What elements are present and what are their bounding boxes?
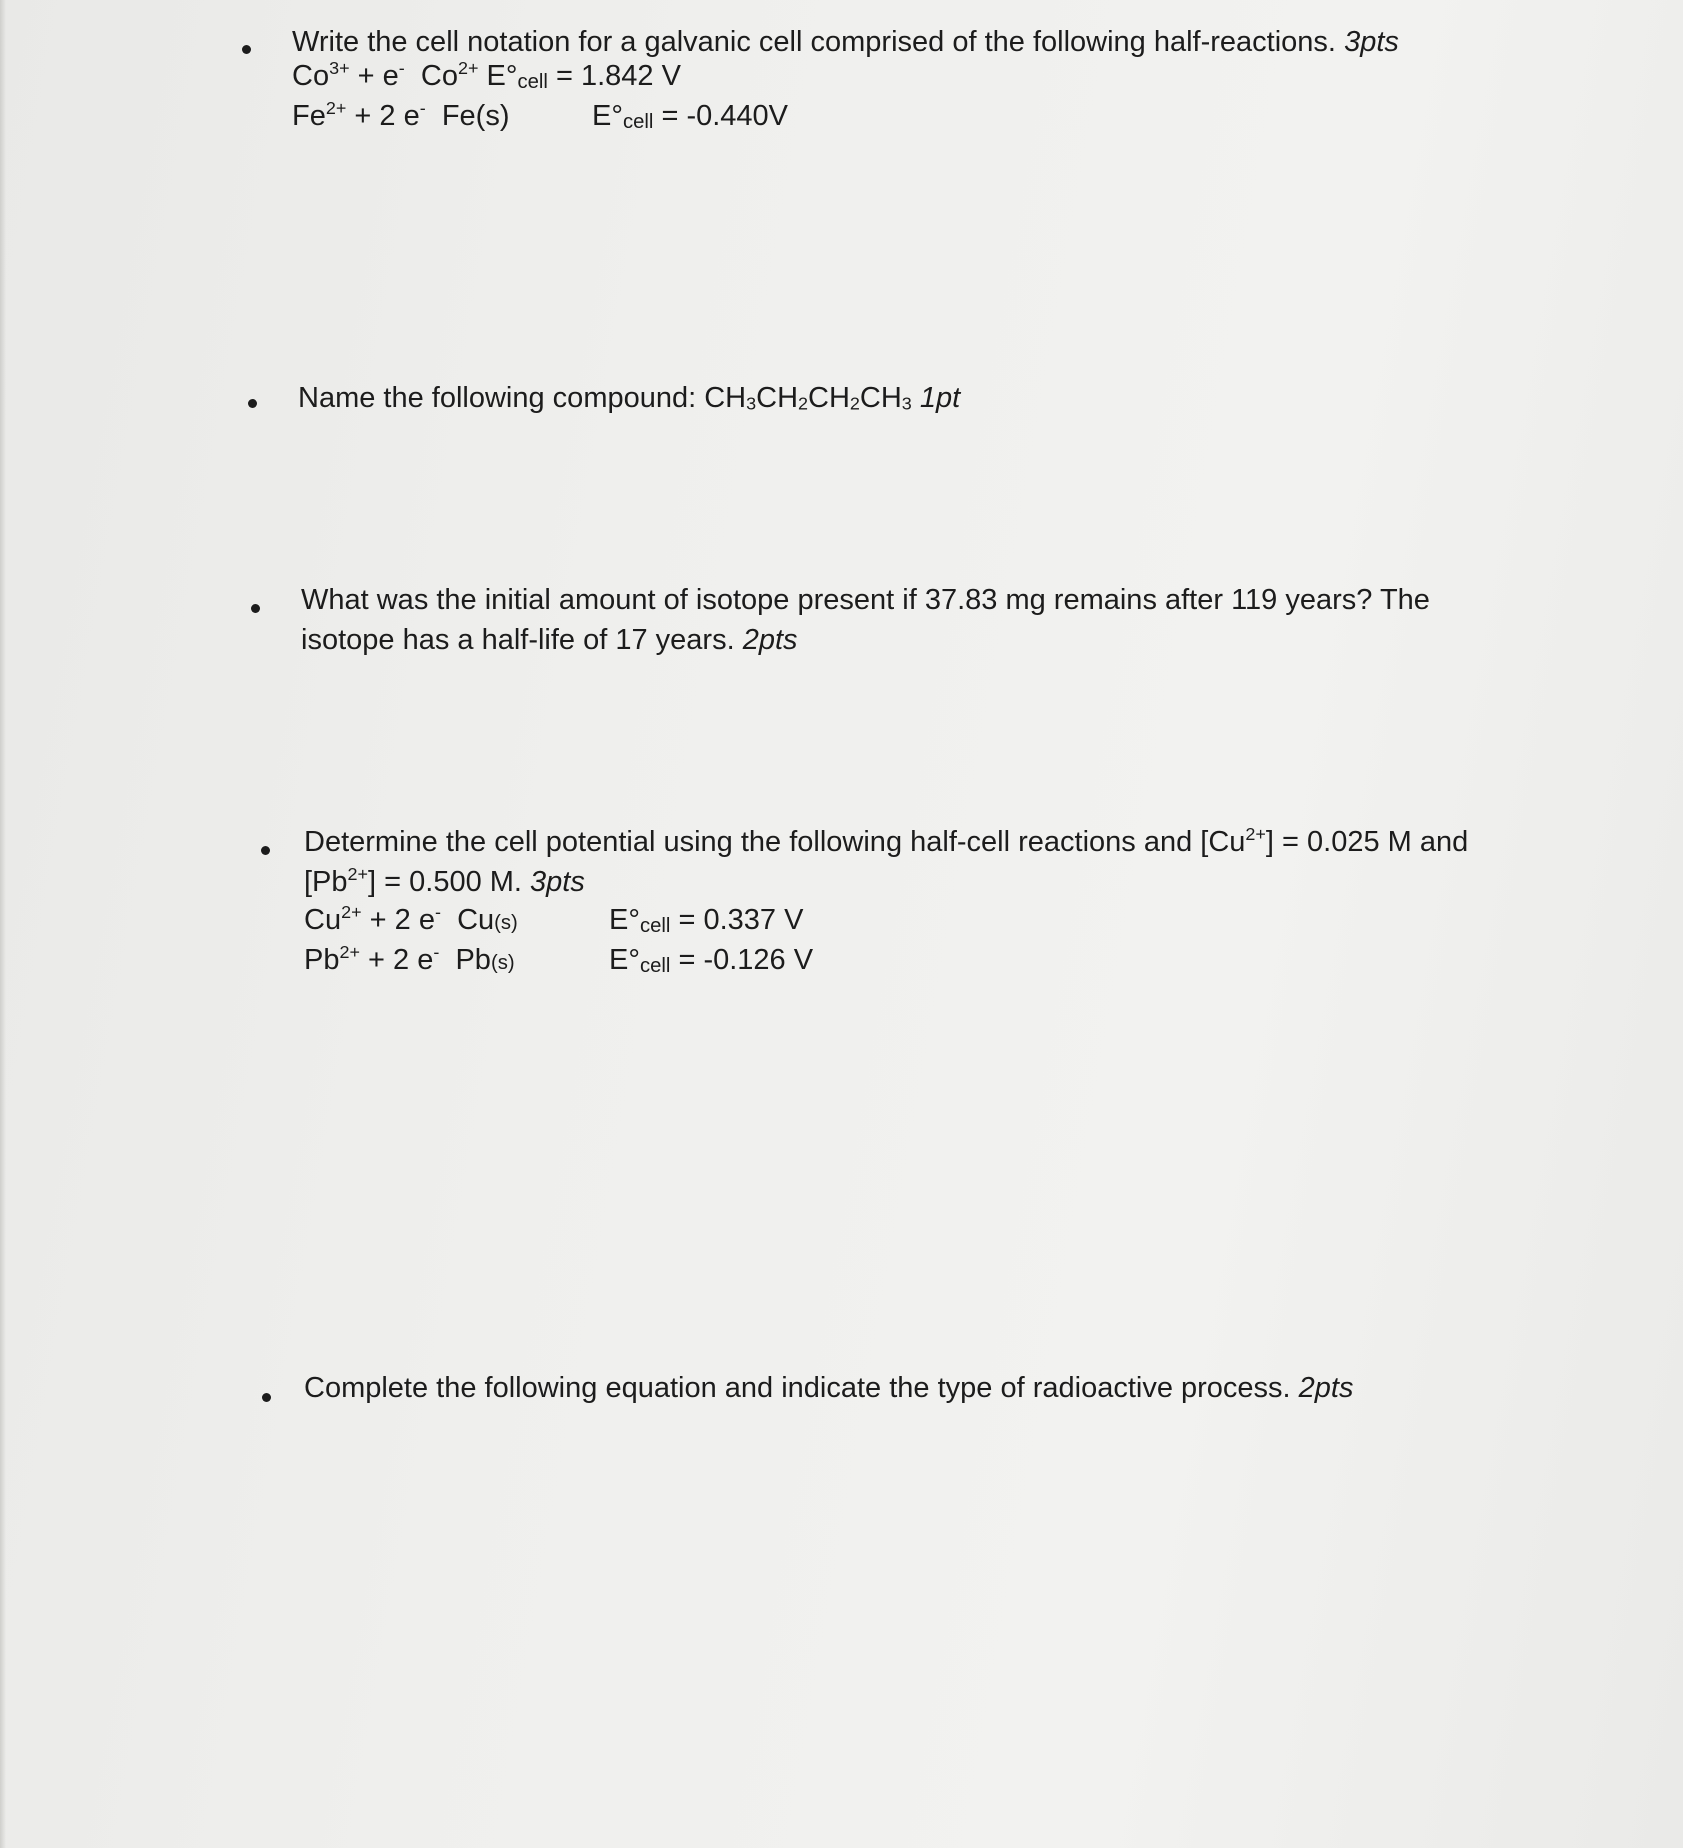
bullet <box>242 45 251 54</box>
question-2-prompt: Name the following compound: $CH_3CH_2CH_2CH_3$ 1pt <box>298 382 961 414</box>
question-2 <box>298 380 1498 416</box>
compound-formula: $CH_3CH_2CH_2CH_3$ <box>704 382 912 414</box>
page-edge <box>0 0 6 1848</box>
half-reaction-co: $Co^{3+} + e^-$ $Co^{2+}$ $E^\circ_{cell} = 1.842$ V <box>292 57 681 94</box>
question-5-prompt: Complete the following equation and indicate the type of radioactive process. 2pts <box>304 1372 1354 1404</box>
half-reaction-fe: $Fe^{2+} + 2$ e- Fe(s) $E^\circ_{cell} = -0.440V$ <box>292 97 789 134</box>
points: 2pts <box>742 624 798 656</box>
bullet <box>248 399 257 408</box>
points: 3pts <box>530 866 585 898</box>
points: 3pts <box>1344 26 1399 58</box>
question-4-prompt: Determine the cell potential using the following half-cell reactions and $[Cu^{2+}] = 0.025$ M and $[Pb^{2+}] = 0.500$ M. 3pts <box>304 823 1469 898</box>
question-3 <box>301 580 1521 660</box>
half-reaction-pb: $Pb^{2+} + 2$ e- Pb(s) $E^\circ_{cell} = -0.126$ V <box>304 941 814 978</box>
question-4 <box>304 822 1534 984</box>
points: 1pt <box>919 382 961 414</box>
question-3-prompt: What was the initial amount of isotope present if 37.83 mg remains after 119 years? The isotope has a half-life of 17 years. 2pts <box>301 584 1430 656</box>
bullet <box>262 1393 271 1402</box>
question-1-prompt: Write the cell notation for a galvanic cell comprised of the following half-reactions. 3pts <box>292 26 1399 58</box>
question-5 <box>304 1370 1534 1406</box>
question-1 <box>292 24 1492 140</box>
bullet <box>261 846 270 855</box>
bullet <box>251 604 260 613</box>
points: 2pts <box>1298 1372 1354 1404</box>
half-reaction-cu: $Cu^{2+} + 2$ e- Cu(s) $E^\circ_{cell} = 0.337$ V <box>304 901 804 938</box>
